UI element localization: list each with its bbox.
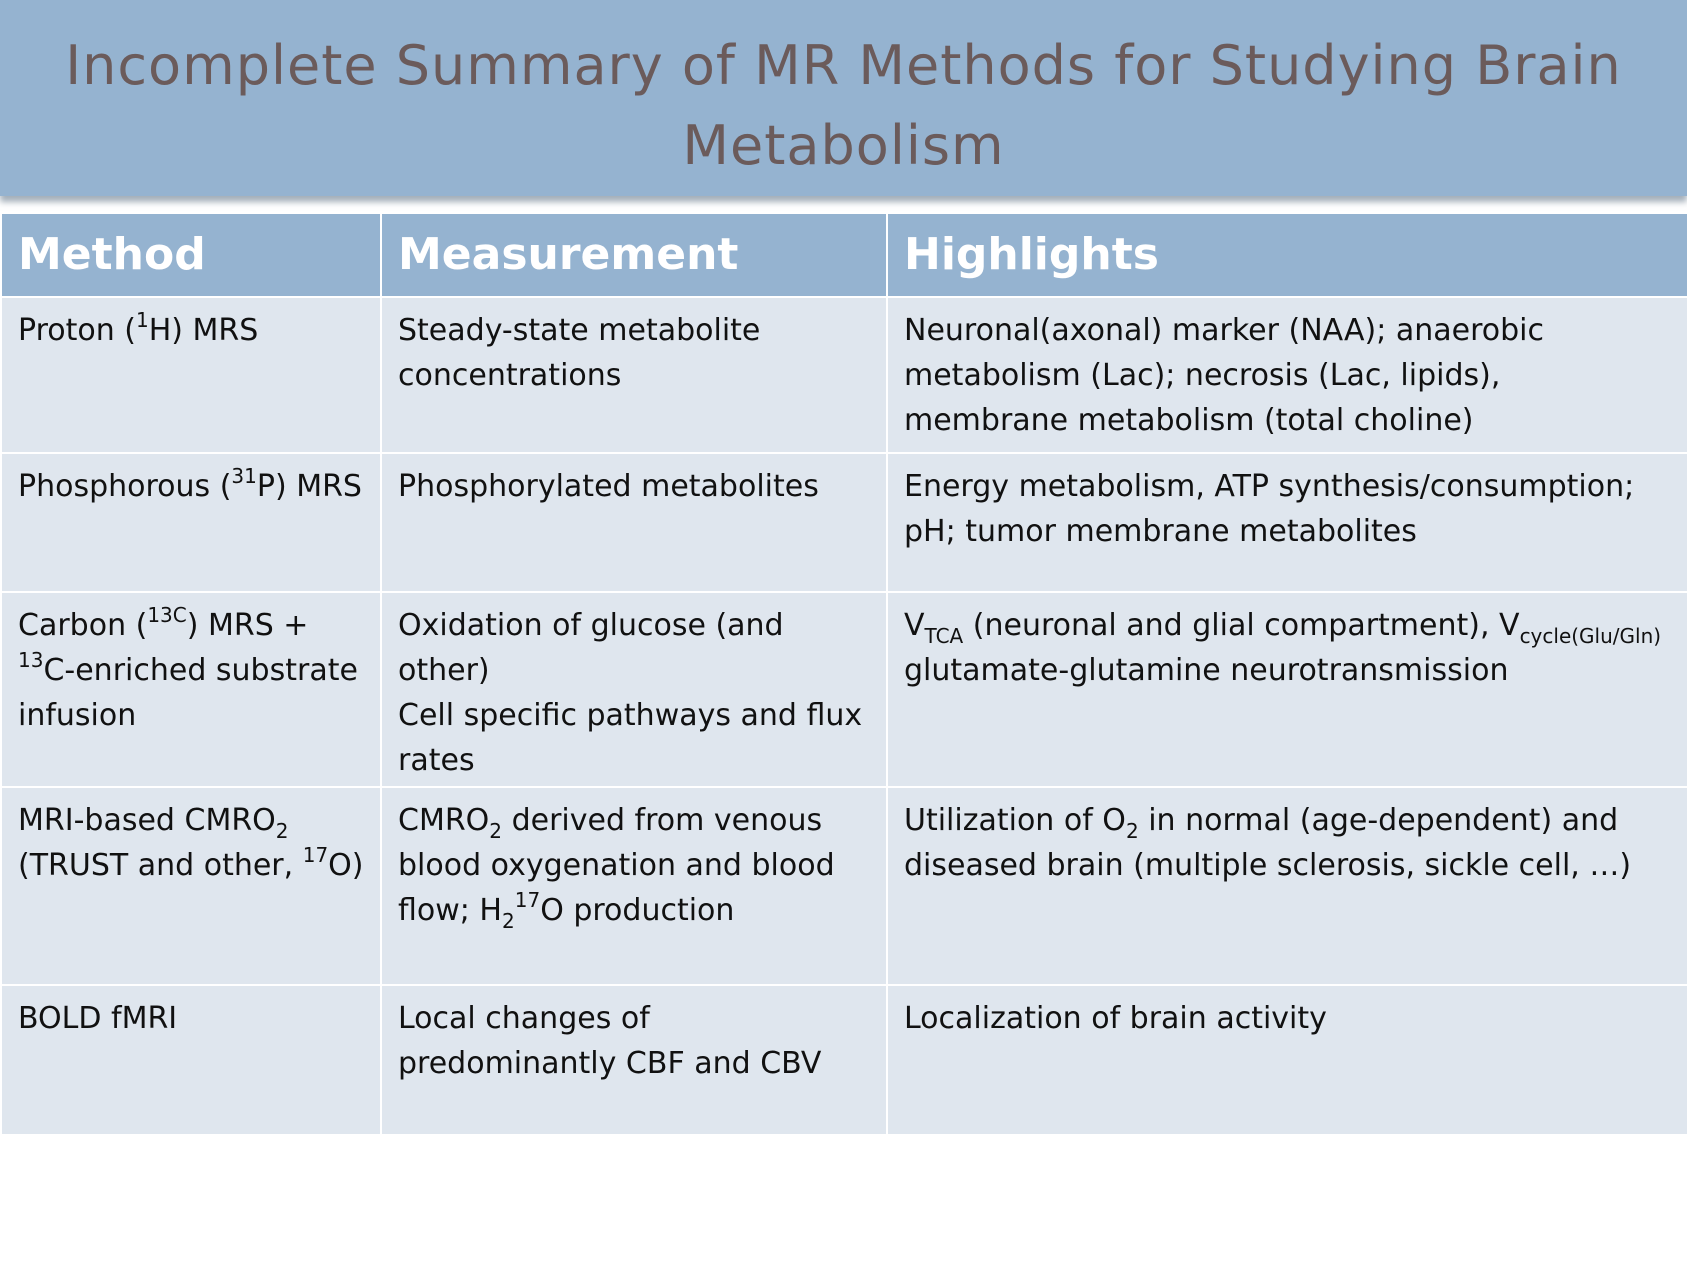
method-text: Proton ( bbox=[18, 313, 136, 348]
table-header-row bbox=[1, 213, 1687, 297]
measurement-line: Oxidation of glucose (and other) bbox=[398, 608, 784, 688]
superscript: 13C bbox=[147, 603, 187, 627]
measurement-cell: Phosphorylated metabolites bbox=[381, 453, 887, 592]
method-text: O) bbox=[328, 848, 364, 883]
subscript: 2 bbox=[275, 819, 289, 843]
measurement-cell bbox=[381, 787, 887, 985]
subscript: TCA bbox=[924, 624, 964, 648]
summary-table bbox=[0, 212, 1687, 1136]
column-header-method: Method bbox=[1, 213, 381, 297]
highlights-cell: Energy metabolism, ATP synthesis/consumption; pH; tumor membrane metabolites bbox=[887, 453, 1687, 592]
method-text: P) MRS bbox=[256, 469, 362, 504]
method-text: MRI-based CMRO bbox=[18, 803, 276, 838]
method-text: (TRUST and other, bbox=[18, 848, 303, 883]
column-header-highlights: Highlights bbox=[887, 213, 1687, 297]
subscript: 2 bbox=[1125, 819, 1139, 843]
measurement-text: CMRO bbox=[398, 803, 490, 838]
title-bar bbox=[0, 0, 1687, 196]
superscript: 17 bbox=[514, 888, 541, 912]
method-cell: BOLD fMRI bbox=[1, 985, 381, 1135]
highlights-cell bbox=[887, 787, 1687, 985]
superscript: 17 bbox=[302, 843, 329, 867]
superscript: 1 bbox=[135, 308, 149, 332]
column-header-measurement: Measurement bbox=[381, 213, 887, 297]
measurement-text: derived from venous blood oxygenation and blood flow; H bbox=[398, 803, 835, 928]
highlights-text: in normal (age-dependent) and diseased brain (multiple sclerosis, sickle cell, …) bbox=[904, 803, 1632, 883]
table-row bbox=[1, 592, 1687, 787]
method-text: Phosphorous ( bbox=[18, 469, 232, 504]
highlights-text: Utilization of O bbox=[904, 803, 1126, 838]
method-text: ) MRS + bbox=[186, 608, 309, 643]
measurement-cell bbox=[381, 592, 887, 787]
highlights-text: glutamate-glutamine neurotransmission bbox=[904, 653, 1509, 688]
subscript: cycle(Glu/Gln) bbox=[1519, 624, 1662, 648]
highlights-text: V bbox=[904, 608, 925, 643]
slide-title: Incomplete Summary of MR Methods for Studying Brain Metabolism bbox=[65, 34, 1622, 177]
highlights-cell: Neuronal(axonal) marker (NAA); anaerobic metabolism (Lac); necrosis (Lac, lipids), membrane metabolism (total choline) bbox=[887, 297, 1687, 453]
measurement-cell: Local changes of predominantly CBF and CBV bbox=[381, 985, 887, 1135]
highlights-cell bbox=[887, 592, 1687, 787]
method-cell bbox=[1, 453, 381, 592]
method-cell bbox=[1, 592, 381, 787]
method-text: Carbon ( bbox=[18, 608, 148, 643]
measurement-text: O production bbox=[540, 893, 735, 928]
method-text: H) MRS bbox=[148, 313, 259, 348]
measurement-cell: Steady-state metabolite concentrations bbox=[381, 297, 887, 453]
table-row bbox=[1, 297, 1687, 453]
method-cell bbox=[1, 297, 381, 453]
method-text: C-enriched substrate infusion bbox=[18, 653, 358, 733]
table-row bbox=[1, 985, 1687, 1135]
table-row bbox=[1, 453, 1687, 592]
superscript: 31 bbox=[231, 464, 257, 488]
highlights-cell: Localization of brain activity bbox=[887, 985, 1687, 1135]
subscript: 2 bbox=[502, 909, 515, 933]
method-cell bbox=[1, 787, 381, 985]
measurement-line: Cell specific pathways and flux rates bbox=[398, 698, 863, 778]
highlights-text: (neuronal and glial compartment), V bbox=[963, 608, 1520, 643]
table-row bbox=[1, 787, 1687, 985]
superscript: 13 bbox=[18, 648, 44, 672]
subscript: 2 bbox=[489, 819, 503, 843]
